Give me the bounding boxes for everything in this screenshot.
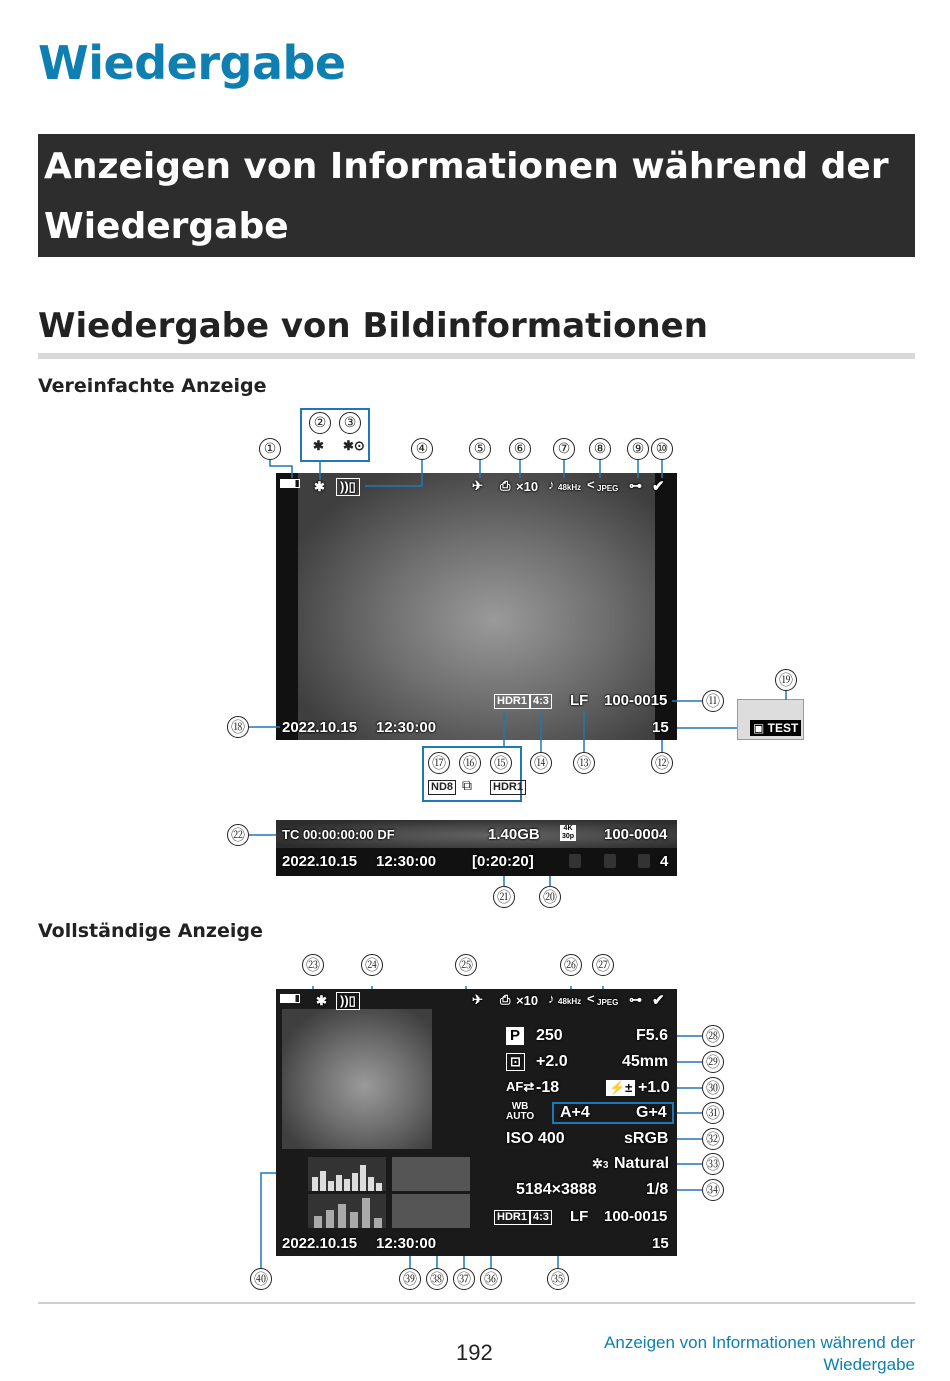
protect-key-icon: ⊶ <box>629 992 642 1007</box>
image-dimensions: 5184×3888 <box>516 1181 597 1198</box>
callout-31: ㉛ <box>702 1102 724 1124</box>
callout-39: ㊴ <box>399 1268 421 1290</box>
footer-link-line1[interactable]: Anzeigen von Informationen während der <box>604 1333 915 1352</box>
compression-rate: 1/8 <box>646 1181 669 1198</box>
histogram-blue <box>392 1194 470 1228</box>
callout-3: ③ <box>339 412 361 434</box>
callout-17: ⑰ <box>428 752 450 774</box>
callout-7: ⑦ <box>553 438 575 460</box>
callout-30: ㉚ <box>702 1077 724 1099</box>
histogram-green <box>308 1194 386 1228</box>
full-display-heading: Vollständige Anzeige <box>38 920 263 942</box>
callout-38: ㊳ <box>426 1268 448 1290</box>
hdr-badge: HDR1 <box>494 694 530 709</box>
print-reservation-icon: ⎙ <box>500 478 511 493</box>
wb-green: G+4 <box>636 1104 667 1121</box>
section-banner-line1: Anzeigen von Informationen während der <box>44 146 889 187</box>
metering-icon: ⊡ <box>506 1053 525 1071</box>
print-reservation-icon: ⎙ <box>500 992 511 1007</box>
movie-date: 2022.10.15 <box>282 853 358 870</box>
share-icon: < <box>587 477 595 492</box>
flash-compensation: +1.0 <box>638 1079 670 1096</box>
bluetooth-icon: ✱ <box>314 479 325 494</box>
print-count: ×10 <box>516 993 539 1008</box>
audio-rate: 48kHz <box>558 997 582 1006</box>
callout-35: ㉟ <box>547 1268 569 1290</box>
movie-resolution-badge <box>560 825 576 841</box>
picture-mode-number: 3 <box>602 1160 609 1171</box>
movie-time: 12:30:00 <box>376 853 437 870</box>
subsection-title: Wiedergabe von Bildinformationen <box>38 306 708 346</box>
film-hole <box>604 854 616 868</box>
audio-icon: ♪ <box>548 991 555 1006</box>
callout-11: ⑪ <box>702 690 724 712</box>
film-hole <box>638 854 650 868</box>
wb-mode: AUTO <box>506 1111 535 1122</box>
callout-16: ⑯ <box>459 752 481 774</box>
footer-link-line2[interactable]: Wiedergabe <box>823 1355 915 1374</box>
callout-32: ㉜ <box>702 1128 724 1150</box>
callout-6: ⑥ <box>509 438 531 460</box>
date: 2022.10.15 <box>282 1235 358 1252</box>
shooting-mode: P <box>506 1027 524 1045</box>
callout-33: ㉝ <box>702 1153 724 1175</box>
callout-5: ⑤ <box>469 438 491 460</box>
aspect-badge: 4:3 <box>530 1210 552 1225</box>
histogram-luminance <box>308 1157 386 1191</box>
callout-9: ⑨ <box>627 438 649 460</box>
audio-icon: ♪ <box>548 477 555 492</box>
movie-duration: [0:20:20] <box>472 853 534 870</box>
time: 12:30:00 <box>376 1235 437 1252</box>
quality-label: LF <box>570 1208 589 1225</box>
wb-amber: A+4 <box>560 1104 590 1121</box>
callout-8: ⑧ <box>589 438 611 460</box>
smartphone-connection-icon: ))▯ <box>336 478 360 496</box>
nd-badge: ND8 <box>428 780 456 795</box>
check-icon: ✔ <box>652 478 665 495</box>
footer-rule <box>38 1302 915 1304</box>
callout-23: ㉓ <box>302 954 324 976</box>
footer-section-link[interactable] <box>604 1332 915 1376</box>
date: 2022.10.15 <box>282 719 358 736</box>
callout-25: ㉕ <box>455 954 477 976</box>
histogram-red <box>392 1157 470 1191</box>
movie-display-screen <box>276 820 677 876</box>
aperture: F5.6 <box>636 1027 669 1044</box>
callout-40: ㊵ <box>250 1268 272 1290</box>
simple-display-heading: Vereinfachte Anzeige <box>38 375 267 397</box>
section-banner-line2: Wiedergabe <box>44 206 289 247</box>
callout-26: ㉖ <box>560 954 582 976</box>
movie-frame-number: 4 <box>660 853 669 870</box>
test-badge-label: TEST <box>767 721 799 735</box>
callout-1: ① <box>259 438 281 460</box>
af-adjust-value: -18 <box>536 1079 560 1096</box>
callout-20: ⑳ <box>539 886 561 908</box>
thumbnail-photo <box>282 1009 432 1149</box>
share-format: JPEG <box>597 998 619 1007</box>
callout-24: ㉔ <box>361 954 383 976</box>
callout-4: ④ <box>411 438 433 460</box>
film-hole <box>569 854 581 868</box>
callout-13: ⑬ <box>573 752 595 774</box>
callout-15: ⑮ <box>490 752 512 774</box>
hdr-badge: HDR1 <box>494 1210 530 1225</box>
timecode: TC 00:00:00:00 DF <box>282 827 395 842</box>
hdr-badge-legend: HDR1 <box>490 780 526 795</box>
frame-number: 15 <box>652 1235 669 1252</box>
multiple-exposure-icon: ⧉ <box>462 777 472 793</box>
exposure-compensation: +2.0 <box>536 1053 568 1070</box>
flash-comp-icon: ⚡± <box>606 1080 635 1096</box>
callout-37: ㊲ <box>453 1268 475 1290</box>
picture-mode: Natural <box>614 1155 670 1172</box>
test-badge: ▣ TEST <box>750 720 801 736</box>
color-space: sRGB <box>624 1130 669 1147</box>
smartphone-connection-icon: ))▯ <box>336 992 360 1010</box>
callout-21: ㉑ <box>493 886 515 908</box>
page-number: 192 <box>456 1340 493 1365</box>
iso: ISO 400 <box>506 1130 565 1147</box>
white-balance <box>506 1102 534 1122</box>
callout-10: ⑩ <box>651 438 673 460</box>
callout-2: ② <box>309 412 331 434</box>
focal-length: 45mm <box>622 1053 669 1070</box>
picture-mode-icon: ✲3 <box>592 1156 609 1171</box>
callout-34: ㉞ <box>702 1179 724 1201</box>
full-display-screen <box>276 989 677 1256</box>
movie-file-number: 100-0004 <box>604 826 668 843</box>
page-title: Wiedergabe <box>38 36 346 90</box>
protect-key-icon: ⊶ <box>629 478 642 493</box>
wb-label: WB <box>511 1101 529 1112</box>
aspect-badge: 4:3 <box>530 694 552 709</box>
time: 12:30:00 <box>376 719 437 736</box>
callout-27: ㉗ <box>592 954 614 976</box>
movie-resolution-bottom: 30p <box>562 833 575 840</box>
callout-18: ⑱ <box>227 716 249 738</box>
quality-label: LF <box>570 692 589 709</box>
callout-28: ㉘ <box>702 1025 724 1047</box>
callout-12: ⑫ <box>651 752 673 774</box>
share-icon: < <box>587 991 595 1006</box>
callout-36: ㊱ <box>480 1268 502 1290</box>
share-format: JPEG <box>597 484 619 493</box>
bluetooth-icon-legend: ✱ <box>313 438 324 453</box>
file-number: 100-0015 <box>604 692 668 709</box>
af-adjust-icon: AF⇄ <box>506 1079 535 1094</box>
file-number: 100-0015 <box>604 1208 668 1225</box>
print-count: ×10 <box>516 479 539 494</box>
callout-22: ㉒ <box>227 824 249 846</box>
callout-29: ㉙ <box>702 1051 724 1073</box>
movie-size: 1.40GB <box>488 826 540 843</box>
bluetooth-icon: ✱ <box>316 993 327 1008</box>
check-icon: ✔ <box>652 992 665 1009</box>
audio-rate: 48kHz <box>558 483 582 492</box>
movie-resolution-top: 4K <box>563 825 573 832</box>
frame-number: 15 <box>652 719 669 736</box>
bluetooth-sleep-icon-legend: ✱⊙ <box>343 438 365 453</box>
callout-19: ⑲ <box>775 669 797 691</box>
gps-icon: ✈ <box>472 478 483 493</box>
battery-icon <box>280 994 300 1003</box>
callout-14: ⑭ <box>530 752 552 774</box>
shutter-speed: 250 <box>536 1027 563 1044</box>
gps-icon: ✈ <box>472 992 483 1007</box>
